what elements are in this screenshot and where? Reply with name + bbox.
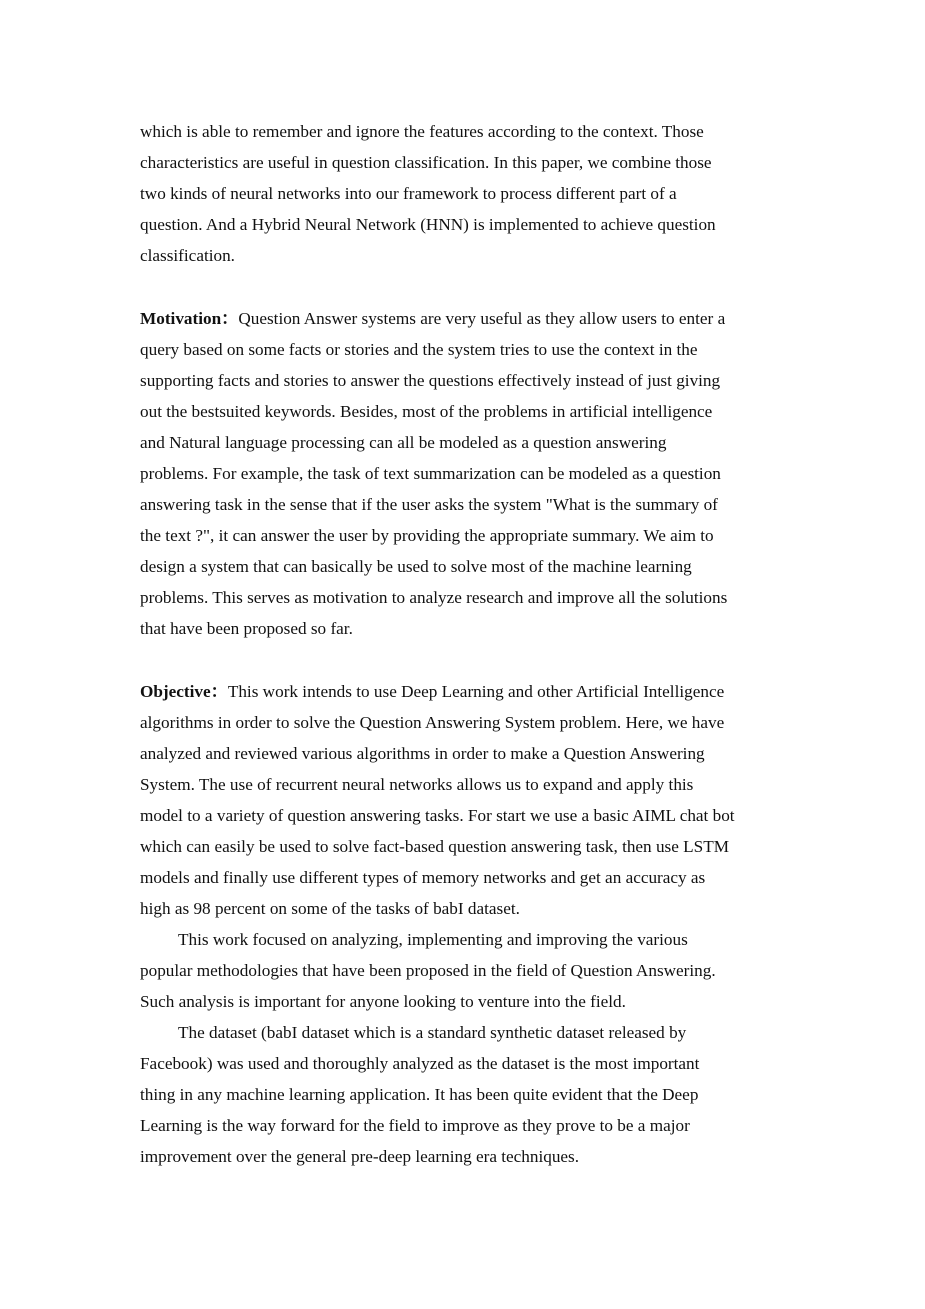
intro-paragraph	[140, 116, 790, 271]
text-line: problems. For example, the task of text summarization can be modeled as a question	[140, 464, 721, 483]
text-line: models and finally use different types of memory networks and get an accuracy as	[140, 868, 706, 887]
text-line: two kinds of neural networks into our framework to process different part of a	[140, 184, 677, 203]
text-line: supporting facts and stories to answer the questions effectively instead of just giving	[140, 371, 721, 390]
objective-paragraph-2	[140, 924, 790, 1017]
text-line: analyzed and reviewed various algorithms in order to make a Question Answering	[140, 744, 705, 763]
objective-paragraph-3	[140, 1017, 790, 1172]
objective-first-line: This work intends to use Deep Learning and other Artificial Intelligence	[227, 682, 725, 701]
text-line: question. And a Hybrid Neural Network (HNN) is implemented to achieve question	[140, 215, 716, 234]
motivation-paragraph	[140, 303, 790, 644]
objective-section	[140, 676, 790, 1172]
text-line: which can easily be used to solve fact-based question answering task, then use LSTM	[140, 837, 729, 856]
text-line: query based on some facts or stories and the system tries to use the context in the	[140, 340, 698, 359]
text-line: Learning is the way forward for the field to improve as they prove to be a major	[140, 1116, 690, 1135]
text-line: improvement over the general pre-deep learning era techniques.	[140, 1147, 580, 1166]
text-line: design a system that can basically be used to solve most of the machine learning	[140, 557, 692, 576]
text-line: characteristics are useful in question classification. In this paper, we combine those	[140, 153, 712, 172]
motivation-label: Motivation：	[140, 309, 239, 328]
intro-text	[140, 116, 790, 271]
motivation-first-line: Question Answer systems are very useful as they allow users to enter a	[238, 309, 726, 328]
objective-label: Objective：	[140, 682, 228, 701]
text-line: and Natural language processing can all be modeled as a question answering	[140, 433, 667, 452]
text-line: high as 98 percent on some of the tasks of babI dataset.	[140, 899, 520, 918]
text-line: The dataset (babI dataset which is a standard synthetic dataset released by	[178, 1023, 687, 1042]
text-line: System. The use of recurrent neural networks allows us to expand and apply this	[140, 775, 694, 794]
text-line: thing in any machine learning application. It has been quite evident that the Deep	[140, 1085, 699, 1104]
text-line: that have been proposed so far.	[140, 619, 353, 638]
text-line: classification.	[140, 246, 235, 265]
text-line	[140, 303, 790, 334]
objective-paragraph	[140, 676, 790, 924]
text-line: algorithms in order to solve the Question Answering System problem. Here, we have	[140, 713, 725, 732]
text-line: which is able to remember and ignore the features according to the context. Those	[140, 122, 704, 141]
text-line: the text ?", it can answer the user by providing the appropriate summary. We aim to	[140, 526, 714, 545]
text-line: out the bestsuited keywords. Besides, most of the problems in artificial intelligence	[140, 402, 713, 421]
text-line	[140, 676, 790, 707]
text-line: model to a variety of question answering tasks. For start we use a basic AIML chat bot	[140, 806, 735, 825]
text-line: answering task in the sense that if the user asks the system "What is the summary of	[140, 495, 718, 514]
text-line: Facebook) was used and thoroughly analyzed as the dataset is the most important	[140, 1054, 700, 1073]
text-line: Such analysis is important for anyone looking to venture into the field.	[140, 992, 626, 1011]
text-line: This work focused on analyzing, implementing and improving the various	[178, 930, 688, 949]
motivation-section	[140, 303, 790, 644]
text-line: problems. This serves as motivation to analyze research and improve all the solutions	[140, 588, 728, 607]
text-line: popular methodologies that have been proposed in the field of Question Answering.	[140, 961, 716, 980]
